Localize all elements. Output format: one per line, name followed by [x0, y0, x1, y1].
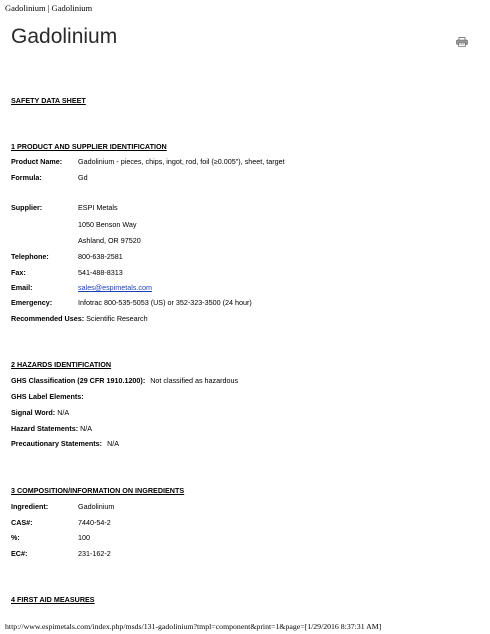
sds-heading: SAFETY DATA SHEET: [11, 96, 86, 105]
signal-word-value: N/A: [57, 408, 70, 417]
footer-url: http://www.espimetals.com/index.php/msds/131-gadolinium?tmpl=component&print=1&page=[1/29/2016 8:37:31 AM]: [5, 622, 382, 631]
supplier-city: Ashland, OR 97520: [78, 236, 141, 245]
recommended-uses-label: Recommended Uses:: [11, 314, 85, 323]
ec-label: EC#:: [11, 549, 28, 558]
ingredient-value: Gadolinium: [78, 502, 115, 511]
signal-word-line: [11, 408, 69, 417]
product-name-value: Gadolinium - pieces, chips, ingot, rod, foil (≥0.005"), sheet, target: [78, 157, 285, 166]
section-3-heading: 3 COMPOSITION/INFORMATION ON INGREDIENTS: [11, 486, 185, 495]
cas-label: CAS#:: [11, 518, 33, 527]
formula-label: Formula:: [11, 173, 42, 182]
page-title: Gadolinium: [11, 25, 118, 48]
formula-value: Gd: [78, 173, 88, 182]
printer-icon-graphic: [456, 37, 468, 47]
supplier-label: Supplier:: [11, 203, 43, 212]
supplier-name: ESPI Metals: [78, 203, 118, 212]
signal-word-label: Signal Word:: [11, 408, 56, 417]
email-value[interactable]: [78, 283, 152, 292]
hazard-statements-value: N/A: [80, 424, 93, 433]
emergency-label: Emergency:: [11, 298, 53, 307]
recommended-uses-value: Scientific Research: [86, 314, 148, 323]
percent-value: 100: [78, 533, 90, 542]
precautionary-statements-value: N/A: [107, 439, 120, 448]
cas-value: 7440-54-2: [78, 518, 111, 527]
printer-icon[interactable]: [456, 34, 468, 44]
percent-label: %:: [11, 533, 20, 542]
fax-value: 541-488-8313: [78, 268, 123, 277]
browser-title: Gadolinium | Gadolinium: [5, 3, 93, 13]
telephone-value: 800-638-2581: [78, 252, 123, 261]
telephone-label: Telephone:: [11, 252, 49, 261]
section-2-heading: 2 HAZARDS IDENTIFICATION: [11, 360, 112, 369]
product-name-label: Product Name:: [11, 157, 63, 166]
supplier-street: 1050 Benson Way: [78, 220, 137, 229]
ghs-label-elements: GHS Label Elements:: [11, 392, 84, 401]
ghs-classification-value: Not classified as hazardous: [150, 376, 239, 385]
ingredient-label: Ingredient:: [11, 502, 49, 511]
hazard-statements-label: Hazard Statements:: [11, 424, 79, 433]
hazard-statements-line: [11, 424, 92, 433]
section-4-heading: 4 FIRST AID MEASURES: [11, 595, 95, 604]
emergency-value: Infotrac 800-535-5053 (US) or 352-323-3500 (24 hour): [78, 298, 252, 307]
section-1-heading: 1 PRODUCT AND SUPPLIER IDENTIFICATION: [11, 142, 167, 151]
email-label: Email:: [11, 283, 33, 292]
ec-value: 231-162-2: [78, 549, 111, 558]
ghs-classification-line: [11, 376, 238, 385]
recommended-uses-line: [11, 314, 148, 323]
fax-label: Fax:: [11, 268, 26, 277]
precautionary-statements-line: [11, 439, 119, 448]
email-link[interactable]: sales@espimetals.com: [78, 283, 153, 292]
precautionary-statements-label: Precautionary Statements:: [11, 439, 103, 448]
ghs-classification-label: GHS Classification (29 CFR 1910.1200):: [11, 376, 146, 385]
